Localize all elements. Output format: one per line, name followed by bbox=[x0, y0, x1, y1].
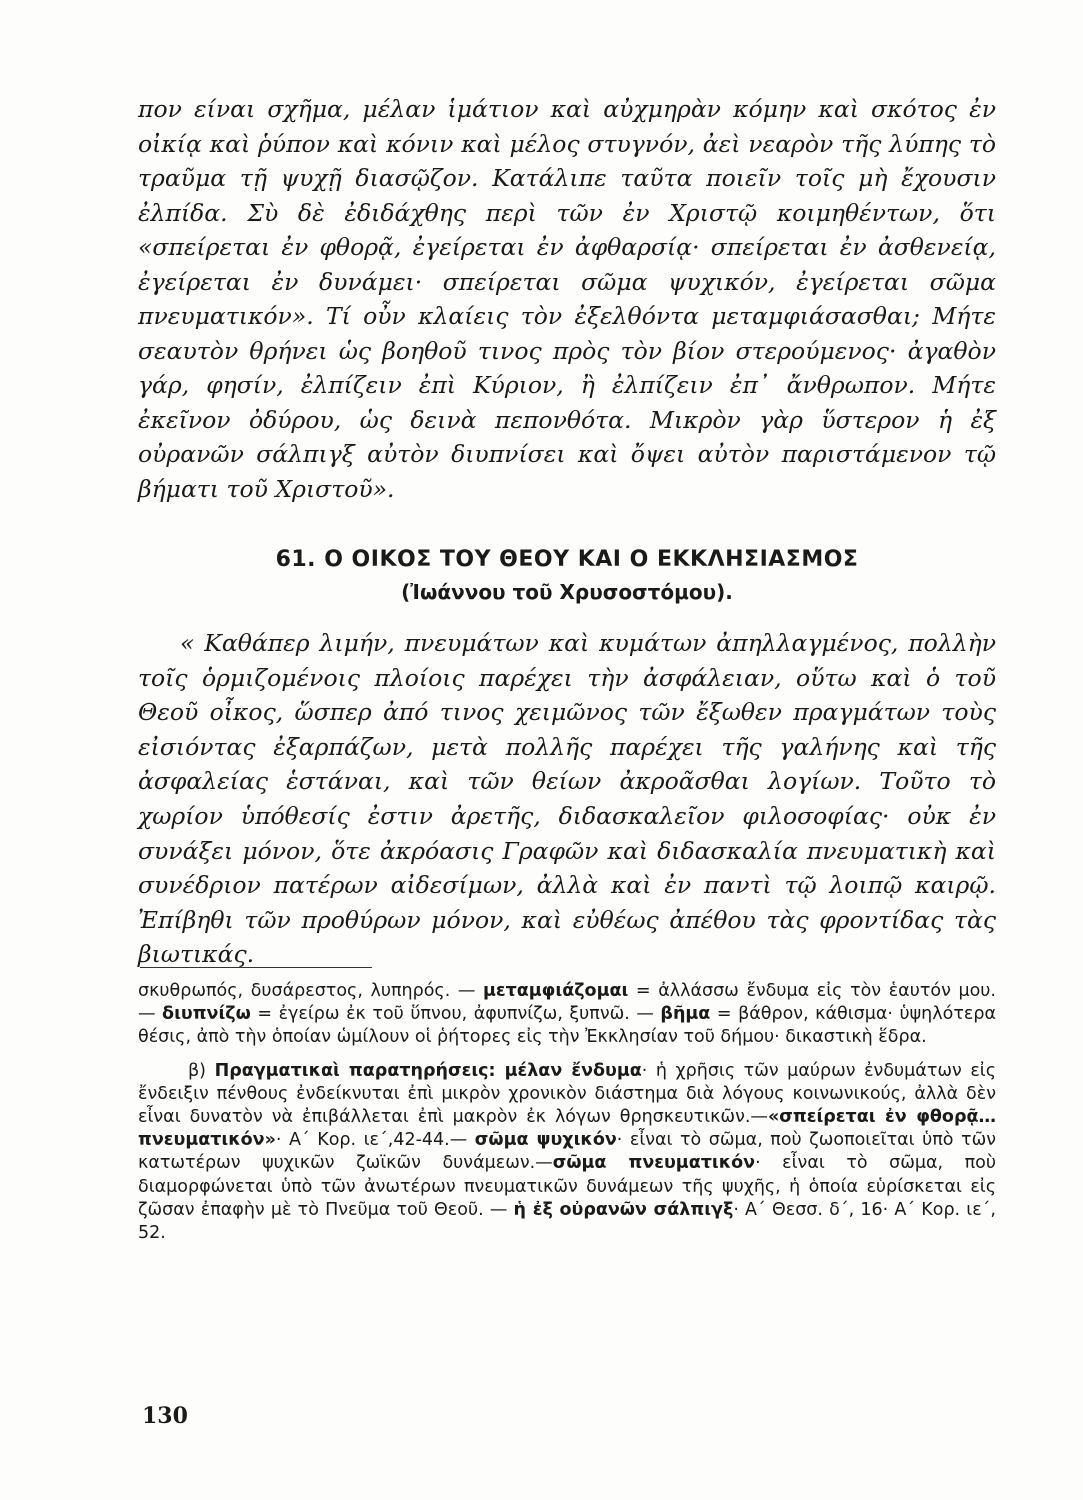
note-text: σκυθρωπός, δυσάρεστος, λυπηρός. — bbox=[138, 981, 483, 1001]
note-text: · εἶναι τὸ σῶμα, ποὺ ζωοποιεῖται ὑπὸ τῶν κατωτέρων ψυχικῶν ζωϊκῶν δυνάμεων.— bbox=[138, 1130, 996, 1174]
note-text: · ἡ χρῆσις τῶν μαύρων ἐνδυμάτων εἰς ἔνδειξιν πένθους ἐνδείκνυται ἐπὶ μικρὸν χρονικὸν διάστημα διὰ λόγους κοινωνικούς, ἀλλὰ δὲν εἶναι δυνατὸν νὰ ἐπιβάλλεται ἐπὶ μακρὸν ἐκ λόγων θρησκευτικῶν.— bbox=[138, 1060, 996, 1128]
note-term: βῆμα bbox=[660, 1004, 711, 1025]
chapter-subtitle: (Ἰωάννου τοῦ Χρυσοστόμου). bbox=[401, 580, 733, 604]
page-number: 130 bbox=[142, 1403, 188, 1429]
footnote-divider bbox=[140, 967, 372, 968]
note-text: = ἐγείρω ἐκ τοῦ ὕπνου, ἀφυπνίζω, ξυπνῶ. — bbox=[250, 1004, 661, 1025]
note-term: μεταμφιάζομαι bbox=[483, 981, 629, 1001]
main-text-paragraph: πον είναι σχῆμα, μέλαν ἱμάτιον καὶ αὐχμηρὰν κόμην καὶ σκότος ἐν οἰκίᾳ καὶ ῥύπον καὶ κόνιν καὶ μέλος στυγνόν, ἀεὶ νεαρὸν τῆς λύπης τὸ τραῦμα τῇ ψυχῇ διασῷζον. Κατάλιπε ταῦτα ποιεῖν τοῖς μὴ ἔχουσιν ἐλπίδα. Σὺ δὲ ἐδιδάχθης περὶ τῶν ἐν Χριστῷ κοιμηθέντων, ὅτι «σπείρεται ἐν φθορᾷ, ἐγείρεται ἐν ἀφθαρσίᾳ· σπείρεται ἐν ἀσθενείᾳ, ἐγείρεται ἐν δυνάμει· σπείρεται σῶμα ψυχικόν, ἐγείρεται σῶμα πνευματικόν». Τί οὖν κλαίεις τὸν ἐξελθόντα μεταμφιάσασθαι; Μήτε σεαυτὸν θρήνει ὡς βοηθοῦ τινος πρὸς τὸν βίον στερούμενος· ἀγαθὸν γάρ, φησίν, ἐλπίζειν ἐπὶ Κύριον, ἢ ἐλπίζειν ἐπ᾽ ἄνθρωπον. Μήτε ἐκεῖνον ὀδύρου, ὡς δεινὰ πεπονθότα. Μικρὸν γὰρ ὕστερον ἡ ἐξ οὐρανῶν σάλπιγξ αὐτὸν διυπνίσει καὶ ὄψει αὐτὸν παριστάμενον τῷ βήματι τοῦ Χριστοῦ». bbox=[138, 95, 996, 503]
note-term: σῶμα πνευματικόν bbox=[552, 1153, 756, 1174]
note-term: σῶμα ψυχικόν bbox=[474, 1130, 617, 1151]
chapter-title: 61. Ο ΟΙΚΟΣ ΤΟΥ ΘΕΟΥ ΚΑΙ Ο ΕΚΚΛΗΣΙΑΣΜΟΣ bbox=[275, 547, 859, 572]
note-term: διυπνίζω bbox=[162, 1004, 251, 1025]
quote-paragraph: « Καθάπερ λιμήν, πνευμάτων καὶ κυμάτων ἀπηλλαγμένος, πολλὴν τοῖς ὁρμιζομένοις πλοίοις παρέχει τὴν ἀσφάλειαν, οὕτω καὶ ὁ τοῦ Θεοῦ οἶκος, ὥσπερ ἀπό τινος χειμῶνος τῶν ἔξωθεν πραγμάτων τοὺς εἰσιόντας ἐξαρπάζων, μετὰ πολλῆς παρέχει τῆς γαλήνης καὶ τῆς ἀσφαλείας ἑστάναι, καὶ τῶν θείων ἀκροᾶσθαι λογίων. Τοῦτο τὸ χωρίον ὑπόθεσίς ἐστιν ἀρετῆς, διδασκαλεῖον φιλοσοφίας· οὐκ ἐν συνάξει μόνον, ὅτε ἀκρόασις Γραφῶν καὶ διδασκαλία πνευματικὴ καὶ συνέδριον πατέρων αἰδεσίμων, ἀλλὰ καὶ ἐν παντὶ τῷ λοιπῷ καιρῷ. Ἐπίβηθι τῶν προθύρων μόνον, καὶ εὐθέως ἀπέθου τὰς φροντίδας τὰς βιωτικάς. bbox=[138, 629, 996, 969]
note-term: ἡ ἐξ οὐρανῶν σάλπιγξ bbox=[513, 1199, 734, 1220]
footnote-paragraph-glossary bbox=[138, 980, 996, 1050]
note-text: · Α΄ Κορ. ιε΄,42-44.— bbox=[275, 1130, 475, 1151]
footnote-paragraph-observations bbox=[138, 1060, 996, 1246]
footnotes bbox=[138, 980, 996, 1245]
note-text: · εἶναι τὸ σῶμα, ποὺ διαμορφώνεται ὑπὸ τῶν ἀνωτέρων πνευματικῶν δυνάμεων τῆς ψυχῆς, ἡ ὁποία εὑρίσκεται εἰς ζῶσαν ἐπαφὴν μὲ τὸ Πνεῦμα τοῦ Θεοῦ. — bbox=[138, 1153, 996, 1220]
note-term: Πραγματικαὶ παρατηρήσεις: μέλαν ἔνδυμα bbox=[214, 1060, 642, 1081]
chapter-heading bbox=[138, 543, 996, 607]
note-text: = ἀλλάσσω ἔνδυμα εἰς τὸν ἑαυτόν μου. — bbox=[138, 981, 996, 1025]
note-text: · Α΄ Θεσσ. δ΄, 16· Α΄ Κορ. ιε΄, 52. bbox=[138, 1199, 996, 1244]
note-text: β) bbox=[188, 1060, 215, 1081]
note-term: «σπείρεται ἐν φθορᾷ…πνευματικόν» bbox=[138, 1107, 997, 1151]
note-text: = βάθρον, κάθισμα· ὑψηλότερα θέσις, ἀπὸ τὴν ὁποίαν ὡμίλουν οἱ ῥήτορες εἰς τὴν Ἐκκλησίαν τοῦ δήμου· δικαστικὴ ἕδρα. bbox=[138, 1004, 996, 1048]
